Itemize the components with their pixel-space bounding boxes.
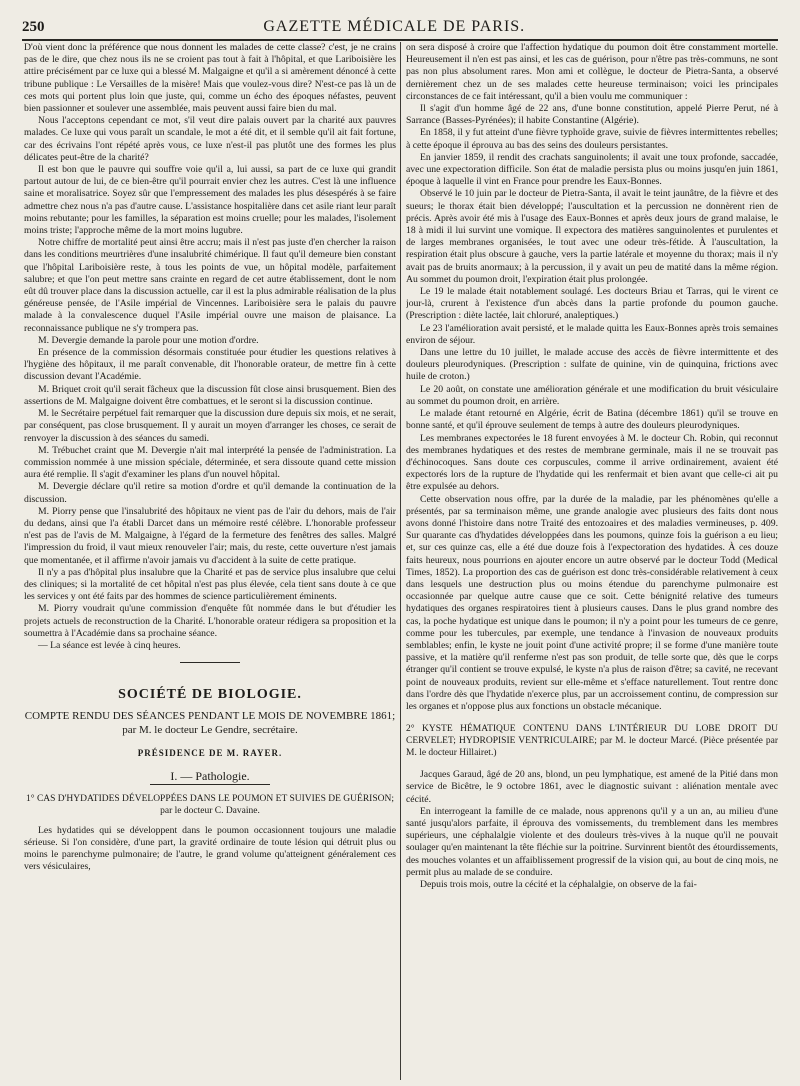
paragraph: Jacques Garaud, âgé de 20 ans, blond, un peu lymphatique, est amené de la Pitié dans mon service de Bicêtre, le 9 octobre 1861, avec le diagnostic suivant : aliénation mentale avec cécité. (406, 769, 778, 805)
paragraph: Le 23 l'amélioration avait persisté, et le malade quitta les Eaux-Bonnes après trois semaines environ de séjour. (406, 322, 778, 346)
paragraph: En présence de la commission désormais constituée pour étudier les questions relatives à l'hygiène des hôpitaux, il me paraît convenable, dit l'honorable orateur, de mettre fin à cette discussion devant l'Académie. (24, 347, 396, 383)
paragraph: Cette observation nous offre, par la durée de la maladie, par les phénomènes qu'elle a présentés, par sa terminaison même, une grande analogie avec plusieurs des faits dont nous avons donné l'histoire dans notre Traité des entozoaires et des maladies vermineuses, p. 409. Sur quarante cas d'hydatides développées dans les poumons, quinze fois la guérison a eu lieu; et, sur ces quinze cas, elle a été due douze fois à l'expectoration des hydatides. À ces douze faits heureux, nous pourrions en ajouter encore un autre observé par le docteur Todd (Medical Times, 1852). La proportion des cas de guérison est donc très-considérable relativement à ceux dans lesquels une destruction plus ou moins étendue du parenchyme pulmonaire est occasionnée par quelque autre cause que ce soit. Cette bénignité relative des tumeurs hydatiques des organes respiratoires tient à plusieurs causes. Dans le plus grand nombre des cas, la poche hydatique est unique dans le poumon; il n'y a point pour les tumeurs de ce genre, comme pour les tubercules, par exemple, une tendance à l'invasion de nouveaux produits semblables; enfin, le kyste ne jouit point d'une activité propre; il se forme d'une manière toute passive, et la matière qu'il renferme n'est pas son produit, de telle sorte que, dès que le corps étranger qu'il contient se trouve expulsé, le kyste n'a plus de raison d'être; sa cavité, ne recevant point de nouveaux produits, revient sur elle-même et s'efface naturellement. Tout rentre donc dans l'ordre dès que l'hydatide n'exerce plus, par un accroissement continu, de compression sur les organes et n'oppose plus aux fonctions un obstacle mécanique. (406, 493, 778, 712)
paragraph: En 1858, il y fut atteint d'une fièvre typhoïde grave, suivie de fièvres intermittentes rebelles; à cette époque il éprouva au bas des seins des douleurs persistantes. (406, 127, 778, 151)
paragraph: Dans une lettre du 10 juillet, le malade accuse des accès de fièvre intermittente et des douleurs pleurodyniques. (Prescription : sulfate de quinine, vin de quinquina, frictions avec huile de croton.) (406, 347, 778, 383)
page-number: 250 (22, 19, 45, 35)
paragraph: Il s'agit d'un homme âgé de 22 ans, d'une bonne constitution, appelé Pierre Perut, né à Sarrance (Basses-Pyrénées); il habite Constantine (Algérie). (406, 103, 778, 127)
part-rule (150, 784, 270, 785)
case-heading: 2° KYSTE HÉMATIQUE CONTENU DANS L'INTÉRIEUR DU LOBE DROIT DU CERVELET; HYDROPISIE VENTRICULAIRE; par M. le docteur Marcé. (Pièce présentée par M. le docteur Hillairet.) (406, 724, 778, 759)
case-heading: 1° CAS D'HYDATIDES DÉVELOPPÉES DANS LE POUMON ET SUIVIES DE GUÉRISON; par le docteur C. Davaine. (26, 793, 394, 816)
paragraph: D'où vient donc la préférence que nous donnent les malades de cette classe? c'est, je ne crains pas de le dire, que chez nous ils ne se croient pas tout à fait à l'hôpital, et que Lariboisière les attire précisément par ce luxe qui a blessé M. Malgaigne et qu'il a si amèrement dénoncé à cette tribune publique : Le Versailles de la misère! Mais que voulez-vous dire? N'est-ce pas là un de ces mots qui portent plus loin que juste, qui, comme un écho des époques néfastes, peuvent bien passionner et soulever une assemblée, mais peuvent aussi faire bien du mal. (24, 42, 396, 115)
paragraph: M. Trébuchet craint que M. Devergie n'ait mal interprété la pensée de l'administration. La commission nommée à une mission spéciale, déterminée, et sera dissoute quand cette mission aura été remplie. Il s'agit d'examiner les plans d'un nouvel hôpital. (24, 444, 396, 481)
paragraph: Le 20 août, on constate une amélioration générale et une modification du bruit vésiculaire au sommet du poumon droit, en arrière. (406, 383, 778, 407)
paragraph: M. Briquet croit qu'il serait fâcheux que la discussion fût close ainsi brusquement. Bien des assertions de M. Malgaigne doivent être combattues, et le seront si la discussion continue. (24, 383, 396, 407)
paragraph: Le malade étant retourné en Algérie, écrit de Batina (décembre 1861) qu'il se trouve en bonne santé, et qu'il éprouve seulement de temps à autre des douleurs pleurodyniques. (406, 408, 778, 432)
paragraph: M. Devergie demande la parole pour une motion d'ordre. (38, 334, 259, 346)
paragraph: Observé le 10 juin par le docteur de Pietra-Santa, il avait le teint jaunâtre, de la fièvre et des sueurs; le thorax était bien développé; l'auscultation et la percussion ne donnèrent rien de précis. Après avoir été mis à l'usage des Eaux-Bonnes et après deux jours de grand malaise, le 18 à midi il lui survint une vomique. Il expectora des matières sanguinolentes et purulentes et de larges membranes organisées, le tout avec une odeur très-fétide. À l'auscultation, la respiration était plus obscure à gauche, vers la partie latérale et moyenne du thorax; mais il n'y avait pas de bruits anormaux; à la percussion, il y avait un peu de matité dans la même région. Au sommet du poumon droit, l'expiration était plus prolongée. (406, 188, 778, 285)
society-subtitle: COMPTE RENDU DES SÉANCES PENDANT LE MOIS DE NOVEMBRE 1861; par M. le docteur Le Gendre, secrétaire. (24, 710, 396, 737)
paragraph: M. Piorry voudrait qu'une commission d'enquête fût nommée dans le but d'étudier les projets actuels de reconstruction de la Charité. L'honorable orateur rédigera sa proposition et la soumettra à l'Académie dans sa prochaine séance. (24, 603, 396, 639)
paragraph: En janvier 1859, il rendit des crachats sanguinolents; il avait une toux profonde, saccadée, avec une expectoration difficile. Son état de maladie persista plus ou moins jusqu'en juin 1861, époque à laquelle il vint en France pour prendre les Eaux-Bonnes. (406, 151, 778, 188)
paragraph: Les membranes expectorées le 18 furent envoyées à M. le docteur Ch. Robin, qui reconnut des membranes hydatiques et des restes de membrane germinale, mais il ne se trouvait pas d'échinocoques. Sans doute ces corpuscules, comme il arrive ordinairement, avaient été expectorés lors de la rupture de l'hydatide qui les renfermait et bien avant que celle-ci ait pu être expulsée au dehors. (406, 432, 778, 493)
right-column (406, 42, 778, 1082)
column-divider (400, 42, 401, 1080)
paragraph: on sera disposé à croire que l'affection hydatique du poumon doit être constamment mortelle. Heureusement il n'en est pas ainsi, et les cas de guérison, pour n'être pas très-communs, ne sont pas non plus absolument rares. Mon ami et collègue, le docteur de Pietra-Santa, a observé dernièrement chez un de ses malades cette heureuse terminaison; voici les principales circonstances de ce fait intéressant, qu'il a bien voulu me communiquer : (406, 42, 778, 102)
society-title: SOCIÉTÉ DE BIOLOGIE. (118, 687, 302, 703)
paragraph: Nous l'acceptons cependant ce mot, s'il veut dire palais ouvert par la charité aux pauvres malades. Ce luxe qui vous paraît un scandale, le mot a été dit, et il semble qu'il ait fait fortune, car des écrivains l'ont répété après vous, ce luxe n'est-il pas plutôt une des formes les plus délicates peut-être de la charité? (24, 115, 396, 163)
paragraph: Il n'y a pas d'hôpital plus insalubre que la Charité et pas de service plus insalubre que celui des cliniques; si la mortalité de cet hôpital n'est pas plus élevée, cela tient sans doute à ce que les services y ont été faits par des hommes de science particulièrement éminents. (24, 566, 396, 603)
page-header (22, 10, 778, 41)
section-rule (180, 662, 240, 663)
paragraph: En interrogeant la famille de ce malade, nous apprenons qu'il y a un an, au milieu d'une santé jusqu'alors parfaite, il éprouva des vomissements, du tremblement dans les membres supérieurs, une céphalalgie violente et des douleurs très-vives à la nuque qu'il ne pouvait soulager qu'en maintenant la tête fléchie sur la poitrine. Survinrent bientôt des étourdissements, des mouches volantes et un affaiblissement progressif de la vision qui, au bout de cinq mois, ne permit plus au malade de se conduire. (406, 805, 778, 878)
paragraph: Il est bon que le pauvre qui souffre voie qu'il a, lui aussi, sa part de ce luxe qui grandit partout autour de lui, de ce bien-être qu'il pourrait envier chez les autres. C'est là une influence saine et moralisatrice. Soyez sûr que l'empressement des malades les plus désespérés à se faire admettre chez nous n'a pas d'autre cause. L'assistance hospitalière dans cet asile riant leur paraît moins rebutante; pour les familles, la séparation est moins cruelle; pour les malades, l'isolement moins triste; l'approche même de la mort moins lugubre. (24, 164, 396, 237)
paragraph: M. Devergie déclare qu'il retire sa motion d'ordre et qu'il demande la continuation de la discussion. (24, 481, 396, 505)
left-column (24, 42, 396, 1082)
paragraph: Le 19 le malade était notablement soulagé. Les docteurs Briau et Tarras, qui le virent ce jour-là, crurent à l'existence d'un abcès dans la partie profonde du poumon gauche. (Prescription : diète lactée, lait chloruré, analeptiques.) (406, 286, 778, 322)
session-closed: — La séance est levée à cinq heures. (38, 639, 181, 651)
paragraph: Depuis trois mois, outre la cécité et la céphalalgie, on observe de la fai- (420, 879, 697, 890)
paragraph: M. Piorry pense que l'insalubrité des hôpitaux ne vient pas de l'air du dehors, mais de l'air du dedans, ainsi que l'a établi Darcet dans un mémoire resté célèbre. L'honorable professeur n'est pas de l'avis de M. Malgaigne, à l'égard de la fermeture des fenêtres des salles. Malgré l'impression du froid, il vaut mieux renouveler l'air; mais, du reste, cette ouverture n'est jamais que momentanée, et il affirme n'avoir jamais vu d'accident à la suite de cette pratique. (24, 505, 396, 566)
paragraph: Les hydatides qui se développent dans le poumon occasionnent toujours une maladie sérieuse. Si l'on considère, d'une part, la gravité ordinaire de toute lésion qui détruit plus ou moins le parenchyme pulmonaire; de l'autre, le grand volume qu'atteignent généralement ces vers vésiculaires, (24, 824, 396, 873)
part-heading: I. — Pathologie. (170, 768, 250, 783)
paragraph: Notre chiffre de mortalité peut ainsi être accru; mais il n'est pas juste d'en chercher la raison dans les conditions meurtrières d'une insalubrité chimérique. Il faut qu'il demeure bien constant que l'hôpital Lariboisière reste, à tous les points de vue, un hôpital modèle, parfaitement salubre; et que l'on peut mettre sans crainte en regard de cet autre établissement, dont le nom eût dû trouver place dans la discussion actuelle, car il est la plus admirable réalisation de la plus généreuse pensée, de l'Asile impérial de Vincennes. Lariboisière sera le palais du pauvre malade à la convalescence duquel l'Asile impérial ouvre une maison de plaisance. La reconnaissance publique ne s'y trompera pas. (24, 237, 396, 334)
presidency-line: PRÉSIDENCE DE M. RAYER. (137, 748, 283, 759)
paragraph: M. le Secrétaire perpétuel fait remarquer que la discussion dure depuis six mois, et ne serait, par conséquent, pas close brusquement. Il y aurait un moyen d'arranger les choses, ce serait de renvoyer la discussion à des séances du samedi. (24, 408, 396, 444)
journal-title: GAZETTE MÉDICALE DE PARIS. (263, 18, 526, 35)
